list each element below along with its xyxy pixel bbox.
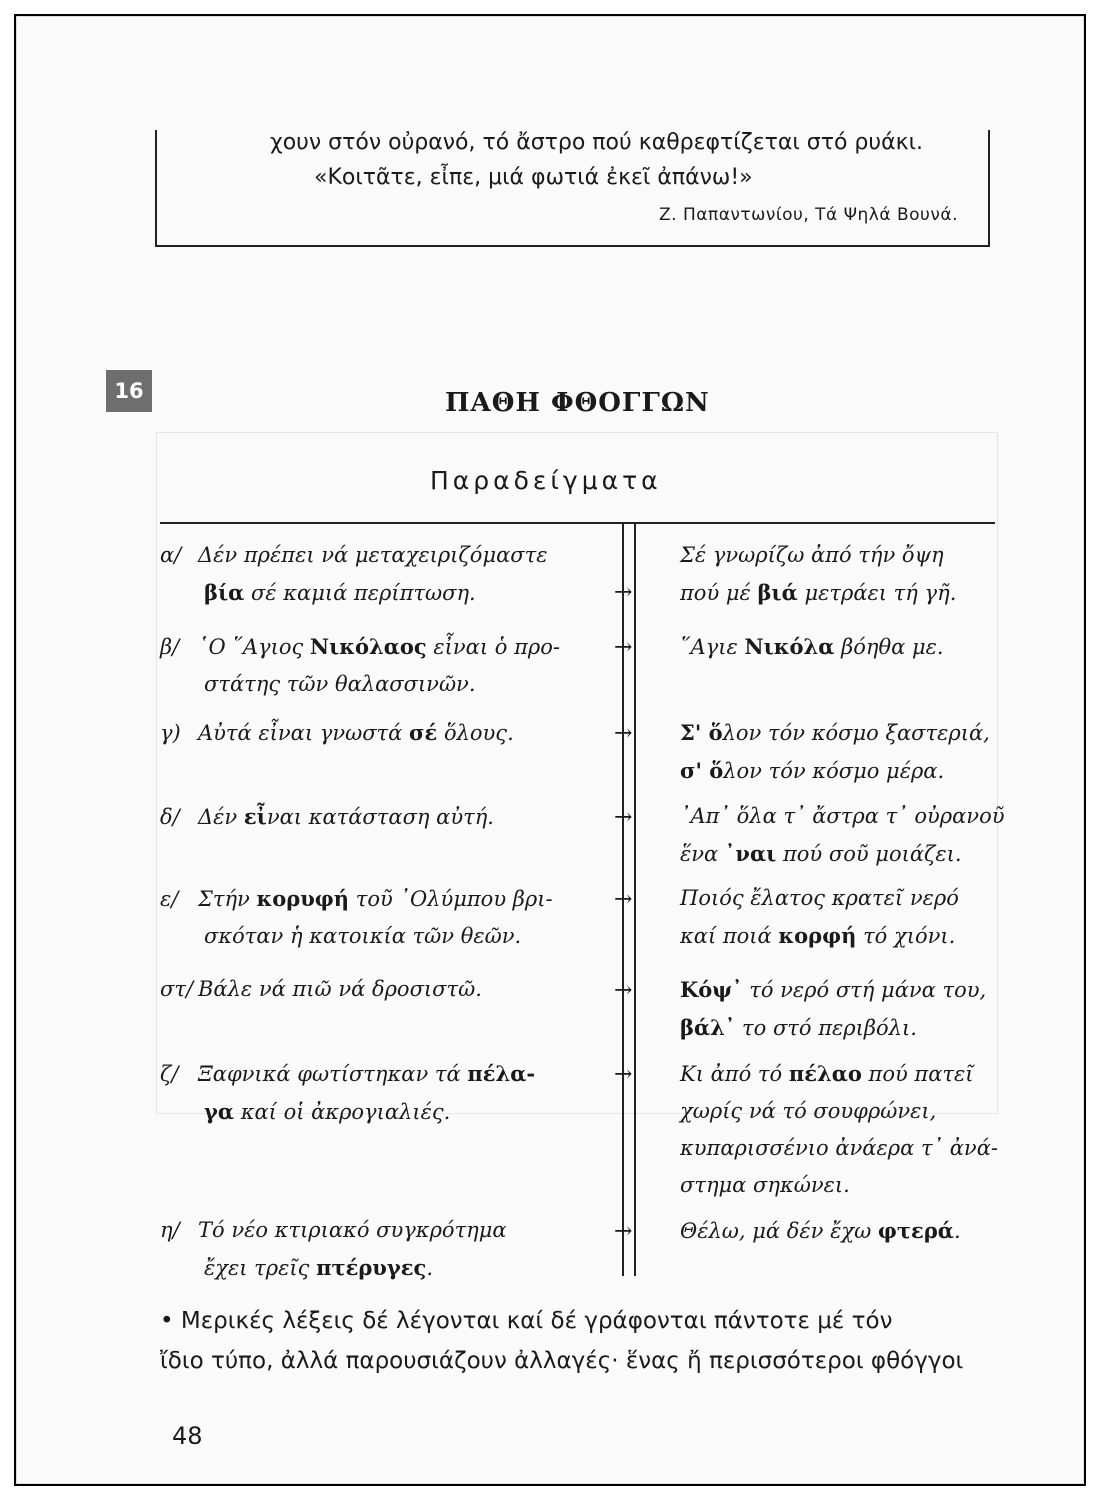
text-run: Ξαφνικά φωτίστηκαν τά [198, 1062, 468, 1086]
quote-source: Ζ. Παπαντωνίου, Τά Ψηλά Βουνά. [659, 205, 958, 225]
text-run: Στήν [198, 887, 257, 911]
text-run: Δέν [198, 805, 244, 829]
text-run: στημα σηκώνει. [680, 1173, 850, 1197]
emphasized-sound: κορυφή [256, 886, 350, 911]
arrow-right-icon: → [614, 1062, 633, 1087]
arrow-right-icon: → [614, 1219, 633, 1244]
example-right-7 [680, 1055, 998, 1204]
emphasized-sound: βιά [757, 580, 798, 605]
example-line [680, 1055, 998, 1093]
example-left-6 [160, 971, 482, 1008]
example-line [160, 1093, 535, 1131]
arrow-right-icon: → [614, 580, 633, 605]
arrow-right-icon: → [614, 635, 633, 660]
example-right-2 [680, 628, 944, 666]
example-line [680, 574, 956, 612]
example-line [680, 1212, 961, 1250]
example-line [680, 714, 990, 752]
example-label: ε/ [160, 887, 179, 911]
text-run: λον τόν κόσμο μέρα. [723, 759, 945, 783]
text-run: εἶναι ὁ προ- [426, 635, 560, 659]
example-label: β/ [160, 635, 180, 659]
example-line [680, 917, 959, 955]
text-run: τοῦ ᾿Ολύμπου βρι- [349, 887, 553, 911]
emphasized-sound: σ' ὅ [680, 758, 724, 783]
text-run: . [953, 1219, 961, 1243]
text-run: . [426, 1256, 433, 1280]
example-line [160, 880, 553, 918]
example-line [680, 971, 986, 1009]
section-title: ΠΑΘΗ ΦΘΟΓΓΩΝ [445, 388, 710, 418]
example-right-8 [680, 1212, 961, 1250]
example-line [160, 714, 514, 752]
example-line [160, 1212, 507, 1249]
text-run: Σέ γνωρίζω ἀπό τήν ὄψη [680, 543, 944, 567]
emphasized-sound: γα [204, 1099, 235, 1124]
text-run: σκόταν ἡ κατοικία τῶν θεῶν. [204, 924, 522, 948]
example-line [160, 666, 560, 703]
text-run: καί ποιά [680, 924, 779, 948]
example-right-1 [680, 537, 956, 612]
emphasized-sound: Νικόλα [744, 634, 835, 659]
example-left-1 [160, 537, 548, 612]
emphasized-sound: κορφή [778, 923, 857, 948]
example-label: α/ [160, 543, 182, 567]
text-run: τό νερό στή μάνα του, [742, 978, 987, 1002]
text-run: πού μέ [680, 581, 758, 605]
arrow-right-icon: → [614, 721, 633, 746]
text-run: ῞Αγιε [680, 635, 745, 659]
example-right-6 [680, 971, 986, 1047]
text-run: Κι ἀπό τό [680, 1062, 789, 1086]
example-left-8 [160, 1212, 507, 1287]
quote-line-2: «Κοιτᾶτε, εἶπε, μιά φωτιά ἐκεῖ ἀπάνω!» [314, 165, 753, 190]
table-top-rule [160, 522, 995, 524]
text-run: τό χιόνι. [856, 924, 956, 948]
example-left-7 [160, 1055, 535, 1131]
text-run: πού πατεῖ [861, 1062, 974, 1086]
example-label: ζ/ [160, 1062, 179, 1086]
section-subtitle: Παραδείγματα [430, 466, 662, 495]
text-run: ἔχει τρεῖς [204, 1256, 317, 1280]
text-run: Δέν πρέπει νά μεταχειριζόμαστε [198, 543, 548, 567]
example-right-4 [680, 798, 1005, 873]
text-run: πού σοῦ μοιάζει. [776, 842, 962, 866]
example-label: στ/ [160, 977, 194, 1001]
text-run: χωρίς νά τό σουφρώνει, [680, 1099, 937, 1123]
paragraph-line-2: ἴδιο τύπο, ἀλλά παρουσιάζουν ἀλλαγές· ἕνας ἤ περισσότεροι φθόγγοι [160, 1348, 964, 1374]
text-run: βόηθα με. [834, 635, 944, 659]
example-line [160, 798, 494, 836]
text-run: μετράει τή γῆ. [797, 581, 957, 605]
text-run: Βάλε νά πιῶ νά δροσιστῶ. [198, 977, 482, 1001]
quote-line-1: χουν στόν οὐρανό, τό ἄστρο πού καθρεφτίζεται στό ρυάκι. [270, 130, 924, 155]
example-label: γ) [160, 721, 181, 745]
text-run: ῾Ο ῞Αγιος [198, 635, 310, 659]
emphasized-sound: Σ' ὅ [680, 720, 723, 745]
emphasized-sound: πέλα- [467, 1061, 536, 1086]
emphasized-sound: βία [204, 580, 245, 605]
emphasized-sound: φτερά [877, 1218, 954, 1243]
emphasized-sound: εἶ [243, 804, 267, 829]
text-run: Θέλω, μά δέν ἔχω [680, 1219, 878, 1243]
example-line [160, 628, 560, 666]
text-run: σέ καμιά περίπτωση. [244, 581, 476, 605]
example-left-4 [160, 798, 494, 836]
page-number: 48 [172, 1422, 203, 1450]
text-run: Ποιός ἔλατος κρατεῖ νερό [680, 886, 959, 910]
example-line [680, 798, 1005, 835]
text-run: ἕνα [680, 842, 725, 866]
example-line [680, 1130, 998, 1167]
example-label: η/ [160, 1218, 180, 1242]
example-line [160, 1055, 535, 1093]
example-line [160, 574, 548, 612]
example-line [680, 628, 944, 666]
section-number-badge: 16 [106, 370, 152, 412]
emphasized-sound: Κόψ᾿ [680, 977, 743, 1002]
emphasized-sound: σέ [409, 720, 438, 745]
text-run: ναι κατάσταση αὐτή. [266, 805, 494, 829]
example-line [160, 971, 482, 1008]
arrow-right-icon: → [614, 887, 633, 912]
example-right-3 [680, 714, 990, 790]
text-run: Αὐτά εἶναι γνωστά [198, 721, 410, 745]
example-line [160, 1249, 507, 1287]
example-line [680, 752, 990, 790]
example-left-2 [160, 628, 560, 703]
example-left-5 [160, 880, 553, 955]
text-run: ᾿Απ᾿ ὅλα τ᾿ ἄστρα τ᾿ οὐρανοῦ [680, 804, 1005, 828]
emphasized-sound: ᾿ναι [724, 841, 777, 866]
example-line [680, 1009, 986, 1047]
text-run: το στό περιβόλι. [735, 1016, 917, 1040]
text-run: ὅλους. [437, 721, 514, 745]
example-left-3 [160, 714, 514, 752]
example-right-5 [680, 880, 959, 955]
emphasized-sound: Νικόλαος [309, 634, 427, 659]
quote-box [155, 130, 990, 247]
text-run: κυπαρισσένιο ἀνάερα τ᾿ ἀνά- [680, 1136, 998, 1160]
text-run: καί οἱ ἀκρογιαλιές. [234, 1100, 451, 1124]
example-line [680, 1093, 998, 1130]
example-line [680, 835, 1005, 873]
example-line [160, 537, 548, 574]
text-run: Τό νέο κτιριακό συγκρότημα [198, 1218, 507, 1242]
text-run: λον τόν κόσμο ξαστεριά, [722, 721, 990, 745]
example-line [160, 918, 553, 955]
paragraph-line-1: • Μερικές λέξεις δέ λέγονται καί δέ γράφονται πάντοτε μέ τόν [160, 1308, 893, 1334]
example-line [680, 1167, 998, 1204]
arrow-right-icon: → [614, 805, 633, 830]
emphasized-sound: πτέρυγες [316, 1255, 427, 1280]
emphasized-sound: πέλαο [788, 1061, 862, 1086]
example-line [680, 537, 956, 574]
arrow-right-icon: → [614, 978, 633, 1003]
emphasized-sound: βάλ᾿ [680, 1015, 736, 1040]
example-line [680, 880, 959, 917]
example-label: δ/ [160, 805, 180, 829]
text-run: στάτης τῶν θαλασσινῶν. [204, 672, 476, 696]
